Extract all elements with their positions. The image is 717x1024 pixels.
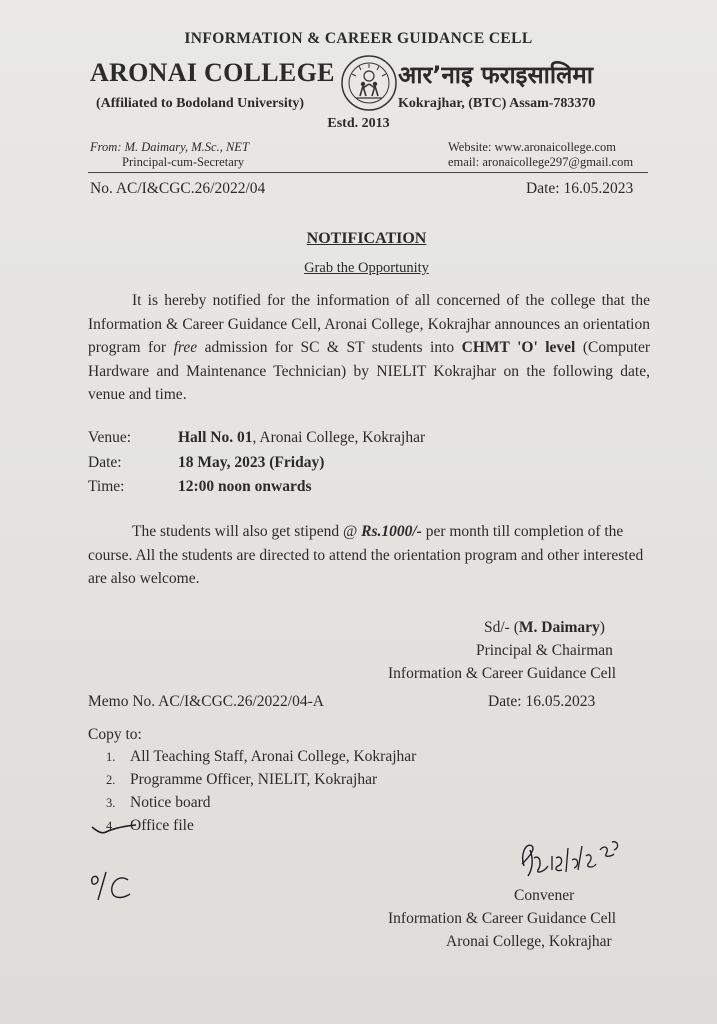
para1-text-b: admission for SC & ST students into	[197, 339, 462, 356]
signatory-name: M. Daimary	[518, 619, 600, 636]
notification-heading: NOTIFICATION	[306, 230, 427, 247]
convener-cell: Information & Career Guidance Cell	[388, 910, 617, 927]
college-address: Kokrajhar, (BTC) Assam-783370	[398, 96, 596, 111]
memo-number: Memo No. AC/I&CGC.26/2022/04-A	[88, 693, 324, 710]
date-value: 18 May, 2023 (Friday)	[178, 454, 325, 471]
memo-date: Date: 16.05.2023	[488, 693, 596, 710]
para2-text-a: The students will also get stipend @	[132, 523, 362, 540]
affiliation: (Affiliated to Bodoland University)	[96, 96, 305, 111]
time-label: Time:	[88, 478, 125, 495]
notice-paragraph-2	[88, 520, 648, 591]
para2-text-b: per month till completion of the course. All the students are directed to attend the orientation program and other interested are also welcome.	[88, 523, 644, 587]
college-name: ARONAI COLLEGE	[90, 58, 335, 87]
reference-number: No. AC/I&CGC.26/2022/04	[90, 180, 266, 197]
stipend-amount: Rs.1000/-	[361, 523, 422, 540]
signatory-cell: Information & Career Guidance Cell	[388, 665, 617, 682]
copy-item-text: Office file	[130, 817, 194, 834]
established-year: Estd. 2013	[327, 116, 390, 131]
signature-suffix: )	[599, 619, 605, 636]
copy-item-text: Notice board	[130, 794, 211, 811]
para1-text-a: It is hereby notified for the information of all concerned of the college that the Information & Career Guidance Cell, Aronai College, Kokrajhar announces an orientation program for	[88, 292, 650, 356]
venue-hall: Hall No. 01	[178, 429, 253, 446]
copy-to-label: Copy to:	[88, 726, 142, 743]
cell-title: INFORMATION & CAREER GUIDANCE CELL	[184, 30, 533, 47]
handwritten-signature-date	[516, 836, 626, 882]
college-name-local: आर’नाइ फराइसालिमा	[398, 61, 593, 89]
copy-item-number: 2.	[106, 773, 116, 787]
venue-label: Venue:	[88, 429, 132, 446]
copy-item-number: 4.	[106, 819, 116, 833]
time-value: 12:00 noon onwards	[178, 478, 312, 495]
notice-paragraph-1	[88, 289, 650, 407]
copy-item-text: All Teaching Staff, Aronai College, Kokrajhar	[130, 748, 417, 765]
signature-prefix: Sd/- (	[484, 619, 519, 636]
copy-item	[106, 771, 377, 789]
copy-item-text: Programme Officer, NIELIT, Kokrajhar	[130, 771, 378, 788]
convener-college: Aronai College, Kokrajhar	[446, 933, 612, 950]
college-logo-icon	[340, 54, 398, 112]
website: Website: www.aronaicollege.com	[448, 140, 616, 154]
copy-item-number: 3.	[106, 796, 116, 810]
notification-subheading: Grab the Opportunity	[304, 260, 429, 276]
copy-item	[106, 794, 210, 812]
copy-item-number: 1.	[106, 750, 116, 764]
from-line: From: M. Daimary, M.Sc., NET	[90, 140, 249, 154]
reference-date: Date: 16.05.2023	[526, 180, 634, 197]
venue-value	[178, 429, 425, 447]
signature-name	[484, 619, 605, 637]
para1-free: free	[173, 339, 198, 356]
date-label: Date:	[88, 454, 122, 471]
handwritten-tick-mark	[90, 820, 138, 836]
from-title: Principal-cum-Secretary	[122, 155, 245, 169]
email: email: aronaicollege297@gmail.com	[448, 155, 634, 169]
para1-course: CHMT 'O' level	[461, 339, 576, 356]
header-divider	[88, 172, 648, 173]
copy-item	[106, 748, 416, 766]
signatory-title: Principal & Chairman	[476, 642, 613, 659]
handwritten-oc	[88, 868, 136, 904]
convener-title: Convener	[514, 887, 575, 904]
para1-text-c: (Computer Hardware and Maintenance Technician) by NIELIT Kokrajhar on the following date, venue and time.	[88, 339, 650, 403]
venue-rest: , Aronai College, Kokrajhar	[252, 429, 426, 446]
